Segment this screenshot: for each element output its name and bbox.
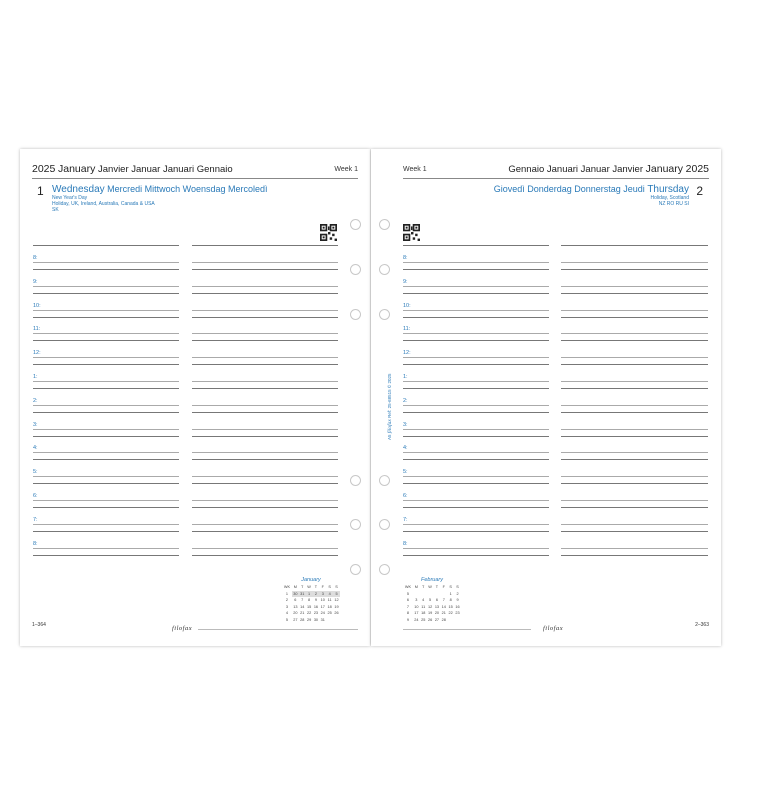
planner-line bbox=[403, 333, 549, 334]
mini-calendar-cell: 16 bbox=[313, 604, 319, 609]
mini-calendar-cell: 20 bbox=[434, 611, 440, 615]
planner-line bbox=[192, 555, 338, 556]
planner-line bbox=[403, 293, 549, 294]
hour-label: 10: bbox=[33, 302, 41, 309]
mini-calendar-cell: 6 bbox=[406, 598, 410, 602]
mini-calendar-cell bbox=[333, 617, 340, 624]
mini-calendar-header: S bbox=[456, 585, 459, 589]
mini-calendar-cell: 29 bbox=[306, 617, 312, 622]
mini-calendar-cell: 18 bbox=[327, 604, 332, 609]
mini-calendar-cell: 5 bbox=[429, 598, 432, 602]
right-day-notes bbox=[650, 195, 689, 207]
left-day-name: Wednesday bbox=[52, 184, 105, 195]
planner-line bbox=[403, 412, 549, 413]
planner-line bbox=[403, 476, 549, 477]
planner-line bbox=[561, 476, 708, 477]
left-mini-calendar bbox=[282, 577, 340, 623]
hour-label: 4: bbox=[403, 445, 408, 452]
planner-line bbox=[192, 286, 338, 287]
hour-label: 8: bbox=[33, 540, 38, 547]
mini-calendar-cell: 1 bbox=[449, 591, 452, 596]
planner-line bbox=[403, 436, 549, 437]
mini-calendar-header: T bbox=[435, 585, 439, 589]
planner-line bbox=[403, 429, 549, 430]
planner-line bbox=[561, 548, 708, 549]
hour-label: 9: bbox=[403, 278, 408, 285]
mini-calendar-row bbox=[282, 617, 340, 624]
mini-calendar-cell: 23 bbox=[313, 611, 319, 615]
mini-calendar-cell: 23 bbox=[455, 611, 460, 615]
planner-line bbox=[33, 293, 179, 294]
hour-label: 7: bbox=[33, 516, 38, 523]
mini-calendar-cell: 2 bbox=[313, 591, 320, 598]
planner-line bbox=[33, 412, 179, 413]
mini-calendar-cell: 8 bbox=[449, 598, 452, 602]
planner-line bbox=[403, 317, 549, 318]
mini-calendar-cell: 28 bbox=[300, 617, 305, 622]
left-title-translations: Janvier Januar Januari Gennaio bbox=[98, 164, 233, 175]
left-title-month: January bbox=[58, 163, 96, 175]
hour-label: 1: bbox=[33, 374, 38, 380]
hour-label: 6: bbox=[403, 493, 408, 499]
left-page bbox=[20, 149, 370, 646]
mini-calendar-header: WK bbox=[283, 585, 291, 589]
planner-line bbox=[561, 286, 708, 287]
binder-hole bbox=[350, 519, 361, 530]
right-day-heading bbox=[494, 184, 689, 195]
mini-calendar-cell: 15 bbox=[306, 604, 312, 609]
hour-label: 5: bbox=[403, 469, 408, 476]
planner-line bbox=[192, 483, 338, 484]
planner-line bbox=[33, 381, 179, 382]
left-footer-rule bbox=[198, 629, 358, 630]
planner-line bbox=[192, 364, 338, 365]
mini-calendar-cell: 9 bbox=[456, 598, 459, 602]
mini-calendar-header: M bbox=[414, 585, 418, 589]
mini-calendar-cell: 27 bbox=[434, 617, 440, 622]
mini-calendar-cell: 10 bbox=[320, 598, 325, 602]
binder-hole bbox=[379, 475, 390, 486]
planner-line bbox=[561, 340, 708, 341]
planner-line bbox=[33, 357, 179, 358]
planner-line bbox=[561, 293, 708, 294]
mini-calendar-header: T bbox=[301, 585, 304, 589]
hour-label: 10: bbox=[403, 302, 411, 309]
mini-calendar-cell: 26 bbox=[427, 617, 433, 622]
planner-line bbox=[403, 364, 549, 365]
mini-calendar-cell: 10 bbox=[414, 604, 419, 609]
planner-line bbox=[403, 286, 549, 287]
right-mini-calendar-grid bbox=[403, 584, 461, 623]
mini-calendar-cell bbox=[447, 617, 454, 624]
planner-line bbox=[403, 245, 549, 246]
planner-line bbox=[192, 245, 338, 246]
planner-line bbox=[403, 310, 549, 311]
planner-line bbox=[192, 548, 338, 549]
planner-line bbox=[192, 531, 338, 532]
left-day-number: 1 bbox=[37, 184, 44, 198]
left-note-3: SK bbox=[52, 207, 59, 213]
planner-line bbox=[561, 364, 708, 365]
mini-calendar-cell: 4 bbox=[285, 611, 289, 615]
binder-hole bbox=[379, 219, 390, 230]
spine-reference-text bbox=[387, 374, 393, 440]
planner-line bbox=[192, 269, 338, 270]
mini-calendar-cell: 25 bbox=[327, 611, 332, 615]
planner-line bbox=[561, 317, 708, 318]
planner-line bbox=[33, 452, 179, 453]
hour-label: 9: bbox=[33, 278, 38, 285]
spine-ref: Ref: 25-68515 © 2025 bbox=[387, 373, 392, 418]
binder-hole bbox=[350, 564, 361, 575]
planner-line bbox=[403, 388, 549, 389]
mini-calendar-cell: 31 bbox=[300, 591, 305, 596]
planner-line bbox=[33, 483, 179, 484]
right-title-month: January bbox=[645, 163, 683, 175]
mini-calendar-cell: 30 bbox=[293, 591, 298, 596]
mini-calendar-cell: 25 bbox=[421, 617, 426, 622]
mini-calendar-header: F bbox=[442, 585, 445, 589]
mini-calendar-cell: 11 bbox=[327, 598, 332, 602]
planner-line bbox=[192, 476, 338, 477]
right-title-year: 2025 bbox=[685, 163, 709, 175]
planner-line bbox=[561, 507, 708, 508]
hour-label: 6: bbox=[33, 493, 38, 499]
mini-calendar-cell: 19 bbox=[427, 611, 433, 615]
mini-calendar-cell: 12 bbox=[334, 598, 339, 602]
planner-line bbox=[403, 500, 549, 501]
hour-label: 5: bbox=[33, 469, 38, 476]
planner-line bbox=[33, 333, 179, 334]
hour-label: 4: bbox=[33, 445, 38, 452]
mini-calendar-header: W bbox=[307, 585, 311, 589]
right-mini-calendar bbox=[403, 577, 461, 623]
planner-line bbox=[192, 405, 338, 406]
hour-label: 3: bbox=[403, 421, 408, 428]
planner-line bbox=[561, 531, 708, 532]
mini-calendar-cell: 7 bbox=[301, 598, 304, 602]
right-day-translations: Giovedì Donderdag Donnerstag Jeudi bbox=[493, 184, 645, 194]
planner-line bbox=[403, 531, 549, 532]
planner-line bbox=[192, 381, 338, 382]
mini-calendar-header: T bbox=[314, 585, 318, 589]
mini-calendar-header: S bbox=[328, 585, 331, 589]
mini-calendar-cell: 30 bbox=[313, 617, 319, 622]
planner-line bbox=[192, 507, 338, 508]
planner-line bbox=[33, 317, 179, 318]
right-day-name: Thursday bbox=[647, 184, 689, 195]
mini-calendar-cell: 7 bbox=[406, 604, 410, 609]
mini-calendar-cell: 13 bbox=[293, 604, 298, 609]
planner-line bbox=[33, 555, 179, 556]
planner-line bbox=[561, 357, 708, 358]
binder-hole bbox=[379, 309, 390, 320]
planner-line bbox=[192, 340, 338, 341]
mini-calendar-cell: 4 bbox=[422, 598, 425, 602]
planner-line bbox=[192, 357, 338, 358]
hour-label: 8: bbox=[403, 255, 408, 261]
planner-line bbox=[192, 388, 338, 389]
planner-line bbox=[561, 412, 708, 413]
mini-calendar-cell: 2 bbox=[285, 598, 289, 602]
mini-calendar-header: S bbox=[335, 585, 338, 589]
mini-calendar-cell: 21 bbox=[300, 611, 305, 615]
right-title-translations: Gennaio Januari Januar Janvier bbox=[508, 164, 643, 175]
mini-calendar-cell: 13 bbox=[434, 604, 440, 609]
left-note-1: New Year's Day bbox=[52, 195, 88, 201]
mini-calendar-cell: 2 bbox=[456, 591, 459, 596]
mini-calendar-header: M bbox=[293, 585, 297, 589]
mini-calendar-cell: 17 bbox=[414, 611, 419, 615]
left-filofax-logo: filofax bbox=[172, 625, 193, 632]
planner-line bbox=[192, 436, 338, 437]
binder-hole bbox=[350, 475, 361, 486]
mini-calendar-cell: 14 bbox=[441, 604, 446, 609]
right-week-label: Week 1 bbox=[403, 166, 427, 173]
binder-hole bbox=[379, 519, 390, 530]
mini-calendar-cell: 3 bbox=[415, 598, 418, 602]
right-day-number: 2 bbox=[696, 184, 703, 198]
right-page bbox=[371, 149, 721, 646]
planner-line bbox=[33, 531, 179, 532]
left-mini-calendar-grid bbox=[282, 584, 340, 623]
mini-calendar-cell: 5 bbox=[406, 591, 410, 596]
planner-line bbox=[33, 524, 179, 525]
planner-line bbox=[561, 452, 708, 453]
mini-calendar-cell: 27 bbox=[293, 617, 298, 622]
planner-line bbox=[403, 340, 549, 341]
mini-calendar-cell: 8 bbox=[406, 611, 410, 615]
planner-line bbox=[403, 555, 549, 556]
hour-label: 7: bbox=[403, 516, 408, 523]
binder-hole bbox=[350, 264, 361, 275]
hour-label: 11: bbox=[403, 326, 411, 333]
mini-calendar-cell: 21 bbox=[441, 611, 446, 615]
mini-calendar-cell: 6 bbox=[294, 598, 297, 602]
mini-calendar-cell: 24 bbox=[414, 617, 419, 622]
mini-calendar-cell: 5 bbox=[333, 591, 340, 598]
mini-calendar-cell: 12 bbox=[427, 604, 433, 609]
planner-line bbox=[33, 269, 179, 270]
planner-line bbox=[33, 388, 179, 389]
planner-line bbox=[403, 405, 549, 406]
mini-calendar-cell: 4 bbox=[326, 591, 333, 598]
planner-line bbox=[192, 262, 338, 263]
planner-line bbox=[403, 381, 549, 382]
left-mini-calendar-month: January bbox=[301, 577, 321, 583]
binder-hole bbox=[350, 309, 361, 320]
mini-calendar-cell: 3 bbox=[319, 591, 326, 598]
hour-label: 11: bbox=[33, 326, 41, 333]
planner-line bbox=[192, 310, 338, 311]
right-mini-calendar-month: February bbox=[420, 577, 443, 583]
left-page-title bbox=[32, 163, 233, 175]
mini-calendar-cell: 3 bbox=[285, 604, 289, 609]
planner-line bbox=[33, 476, 179, 477]
planner-line bbox=[561, 429, 708, 430]
planner-line bbox=[403, 269, 549, 270]
mini-calendar-cell: 7 bbox=[442, 598, 445, 602]
planner-line bbox=[192, 459, 338, 460]
binder-hole bbox=[350, 219, 361, 230]
planner-line bbox=[33, 500, 179, 501]
mini-calendar-cell bbox=[454, 617, 461, 624]
left-page-number: 1–364 bbox=[32, 622, 46, 628]
planner-line bbox=[403, 483, 549, 484]
planner-line bbox=[403, 262, 549, 263]
right-note-2: NZ RO RU SI bbox=[658, 201, 689, 207]
planner-line bbox=[561, 436, 708, 437]
planner-line bbox=[403, 357, 549, 358]
mini-calendar-header: S bbox=[449, 585, 452, 589]
hour-label: 2: bbox=[403, 397, 408, 404]
qr-code-icon bbox=[320, 224, 337, 241]
mini-calendar-cell: 18 bbox=[421, 611, 426, 615]
mini-calendar-header: WK bbox=[404, 585, 412, 589]
mini-calendar-cell: 6 bbox=[435, 598, 438, 602]
planner-line bbox=[192, 500, 338, 501]
qr-code-icon bbox=[403, 224, 420, 241]
planner-line bbox=[403, 452, 549, 453]
planner-line bbox=[192, 333, 338, 334]
mini-calendar-cell: 9 bbox=[406, 617, 410, 622]
mini-calendar-cell: 26 bbox=[334, 611, 339, 615]
planner-line bbox=[192, 429, 338, 430]
binder-hole bbox=[379, 564, 390, 575]
mini-calendar-cell: 22 bbox=[306, 611, 312, 615]
planner-line bbox=[33, 340, 179, 341]
hour-label: 3: bbox=[33, 421, 38, 428]
mini-calendar-cell: 28 bbox=[441, 617, 446, 622]
hour-label: 12: bbox=[33, 350, 41, 357]
left-week-label: Week 1 bbox=[334, 166, 358, 173]
planner-line bbox=[403, 524, 549, 525]
planner-line bbox=[561, 262, 708, 263]
planner-line bbox=[33, 262, 179, 263]
planner-line bbox=[33, 429, 179, 430]
planner-line bbox=[561, 483, 708, 484]
planner-line bbox=[561, 269, 708, 270]
planner-line bbox=[33, 405, 179, 406]
hour-label: 2: bbox=[33, 397, 38, 404]
right-header-rule bbox=[403, 178, 709, 179]
right-footer-rule bbox=[403, 629, 531, 630]
planner-line bbox=[33, 459, 179, 460]
left-day-heading bbox=[52, 184, 268, 195]
left-note-2: Holiday, UK, Ireland, Australia, Canada & USA bbox=[52, 201, 155, 207]
left-header-rule bbox=[32, 178, 358, 179]
right-page-title bbox=[508, 163, 709, 175]
mini-calendar-cell: 1 bbox=[306, 591, 313, 598]
planner-line bbox=[33, 245, 179, 246]
mini-calendar-cell bbox=[326, 617, 333, 624]
planner-line bbox=[561, 310, 708, 311]
planner-line bbox=[33, 364, 179, 365]
right-note-1: Holiday, Scotland bbox=[650, 195, 689, 201]
hour-label: 8: bbox=[403, 540, 408, 547]
hour-label: 1: bbox=[403, 374, 408, 380]
mini-calendar-cell: 9 bbox=[314, 598, 317, 602]
planner-line bbox=[192, 412, 338, 413]
left-title-year: 2025 bbox=[32, 163, 56, 175]
mini-calendar-cell: 16 bbox=[455, 604, 460, 609]
mini-calendar-cell: 15 bbox=[448, 604, 453, 609]
left-day-translations: Mercredi Mittwoch Woensdag Mercoledì bbox=[107, 184, 268, 194]
left-day-notes bbox=[52, 195, 155, 213]
planner-line bbox=[33, 286, 179, 287]
binder-hole bbox=[379, 264, 390, 275]
planner-line bbox=[33, 310, 179, 311]
planner-line bbox=[192, 293, 338, 294]
mini-calendar-header: F bbox=[321, 585, 324, 589]
mini-calendar-row bbox=[403, 617, 461, 624]
planner-line bbox=[561, 459, 708, 460]
mini-calendar-cell: 19 bbox=[334, 604, 339, 609]
right-page-number: 2–363 bbox=[695, 622, 709, 628]
mini-calendar-cell: 31 bbox=[320, 617, 325, 622]
planner-line bbox=[192, 452, 338, 453]
planner-line bbox=[192, 524, 338, 525]
mini-calendar-cell: 1 bbox=[285, 591, 289, 596]
planner-line bbox=[561, 555, 708, 556]
planner-line bbox=[33, 436, 179, 437]
planner-line bbox=[561, 333, 708, 334]
mini-calendar-header: T bbox=[422, 585, 425, 589]
mini-calendar-header: W bbox=[428, 585, 432, 589]
spine-size: A5 bbox=[387, 434, 392, 440]
planner-line bbox=[403, 548, 549, 549]
hour-label: 12: bbox=[403, 350, 411, 357]
planner-line bbox=[33, 548, 179, 549]
mini-calendar-cell: 24 bbox=[320, 611, 325, 615]
planner-line bbox=[561, 381, 708, 382]
planner-line bbox=[192, 317, 338, 318]
mini-calendar-cell: 20 bbox=[293, 611, 298, 615]
mini-calendar-cell: 5 bbox=[285, 617, 289, 622]
mini-calendar-cell: 8 bbox=[308, 598, 311, 602]
mini-calendar-cell: 14 bbox=[300, 604, 305, 609]
mini-calendar-cell: 22 bbox=[448, 611, 453, 615]
planner-line bbox=[33, 507, 179, 508]
planner-line bbox=[403, 507, 549, 508]
planner-line bbox=[561, 245, 708, 246]
spine-brand: filofax bbox=[387, 419, 393, 434]
mini-calendar-cell: 11 bbox=[421, 604, 426, 609]
planner-line bbox=[561, 388, 708, 389]
hour-label: 8: bbox=[33, 255, 38, 261]
mini-calendar-cell: 17 bbox=[320, 604, 325, 609]
planner-line bbox=[403, 459, 549, 460]
planner-line bbox=[561, 405, 708, 406]
planner-line bbox=[561, 524, 708, 525]
right-filofax-logo: filofax bbox=[543, 625, 564, 632]
planner-line bbox=[561, 500, 708, 501]
